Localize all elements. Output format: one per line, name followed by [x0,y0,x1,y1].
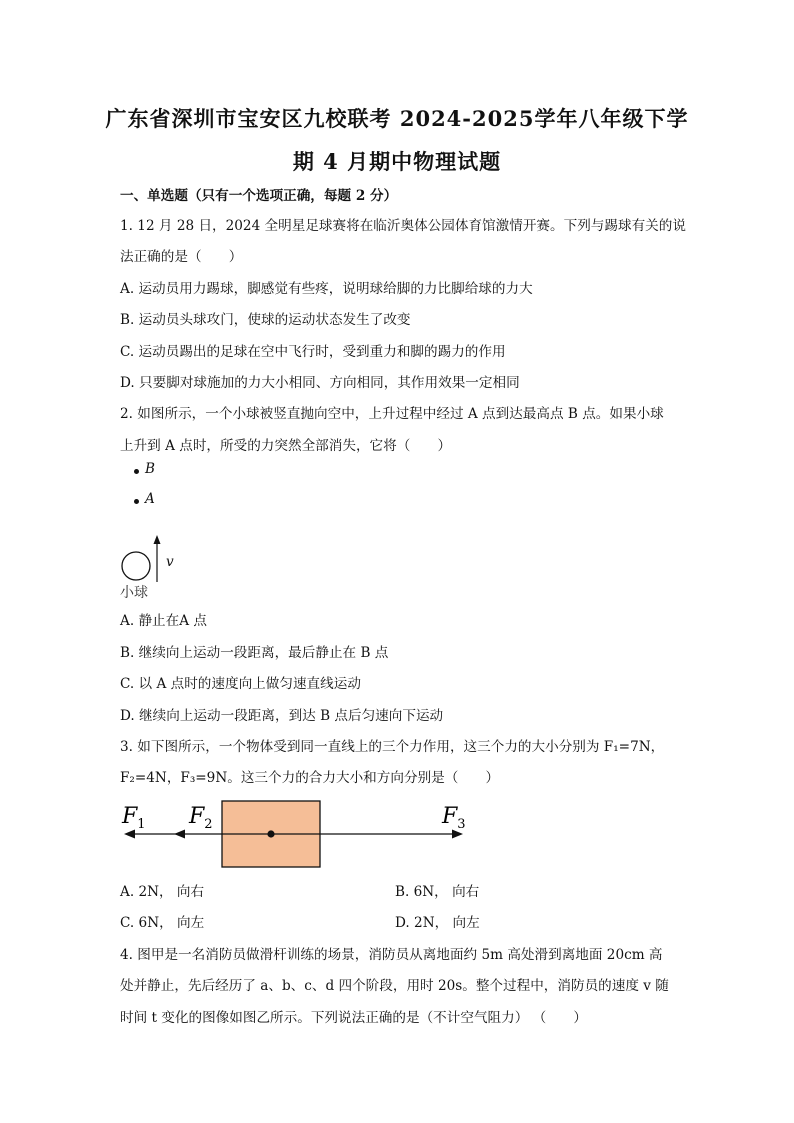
f1-arrow-head [124,830,135,839]
point-a-dot [134,499,139,504]
q2-stem-line2: 上升到 A 点时，所受的力突然全部消失，它将（ ） [120,438,452,454]
point-a-label: A [145,491,155,507]
f2-label: $F_2$ [189,804,213,832]
q1-option-b[interactable]: B. 运动员头球攻门，使球的运动状态发生了改变 [120,312,411,328]
q3-stem-line1: 3. 如下图所示，一个物体受到同一直线上的三个力作用，这三个力的大小分别为 F₁=7N， [120,739,665,755]
point-b-label: B [145,461,155,477]
q3-option-d[interactable]: D. 2N， 向左 [395,915,480,931]
q4-stem-line3: 时间 t 变化的图像如图乙所示。下列说法正确的是（不计空气阻力） （ ） [120,1010,588,1026]
exam-title-line2: 期 4 月期中物理试题 [292,149,502,174]
q3-stem-line2: F₂=4N，F₃=9N。这三个力的合力大小和方向分别是（ ） [120,770,500,786]
velocity-label: v [166,554,174,570]
q2-option-b[interactable]: B. 继续向上运动一段距离，最后静止在 B 点 [120,645,389,661]
point-b-dot [134,469,139,474]
q1-option-a[interactable]: A. 运动员用力踢球，脚感觉有些疼，说明球给脚的力比脚给球的力大 [120,281,533,297]
object-center-dot [267,830,274,837]
force-diagram [118,795,478,873]
f2-arrow-head [174,830,185,839]
exam-title-line1: 广东省深圳市宝安区九校联考 2024-2025学年八年级下学 [105,106,689,131]
q3-option-c[interactable]: C. 6N， 向左 [120,915,205,931]
q3-option-a[interactable]: A. 2N， 向右 [120,884,205,900]
ball-icon [122,552,150,580]
q2-option-d[interactable]: D. 继续向上运动一段距离，到达 B 点后匀速向下运动 [120,708,444,724]
q1-option-d[interactable]: D. 只要脚对球施加的力大小相同、方向相同，其作用效果一定相同 [120,375,520,391]
q1-option-c[interactable]: C. 运动员踢出的足球在空中飞行时，受到重力和脚的踢力的作用 [120,344,506,360]
q1-stem-line1: 1. 12 月 28 日，2024 全明星足球赛将在临沂奥体公园体育馆激情开赛。下列与踢球有关的说 [120,218,686,234]
q2-option-c[interactable]: C. 以 A 点时的速度向上做匀速直线运动 [120,676,361,692]
section-heading: 一、单选题（只有一个选项正确，每题 2 分） [120,188,398,204]
q4-stem-line1: 4. 图甲是一名消防员做滑杆训练的场景，消防员从离地面约 5m 高处滑到离地面 20cm 高 [120,947,663,963]
ball-label: 小球 [120,585,148,601]
f3-label: $F_3$ [442,804,466,832]
q1-stem-line2: 法正确的是（ ） [120,249,243,265]
q2-option-a[interactable]: A. 静止在A 点 [120,613,207,629]
velocity-arrow-head [154,535,161,544]
f1-label: $F_1$ [122,804,146,832]
q4-stem-line2: 处并静止，先后经历了 a、b、c、d 四个阶段，用时 20s。整个过程中，消防员的速度 v 随 [120,978,669,994]
q2-stem-line1: 2. 如图所示，一个小球被竖直抛向空中，上升过程中经过 A 点到达最高点 B 点。如果小球 [120,406,664,422]
q3-option-b[interactable]: B. 6N， 向右 [395,884,480,900]
